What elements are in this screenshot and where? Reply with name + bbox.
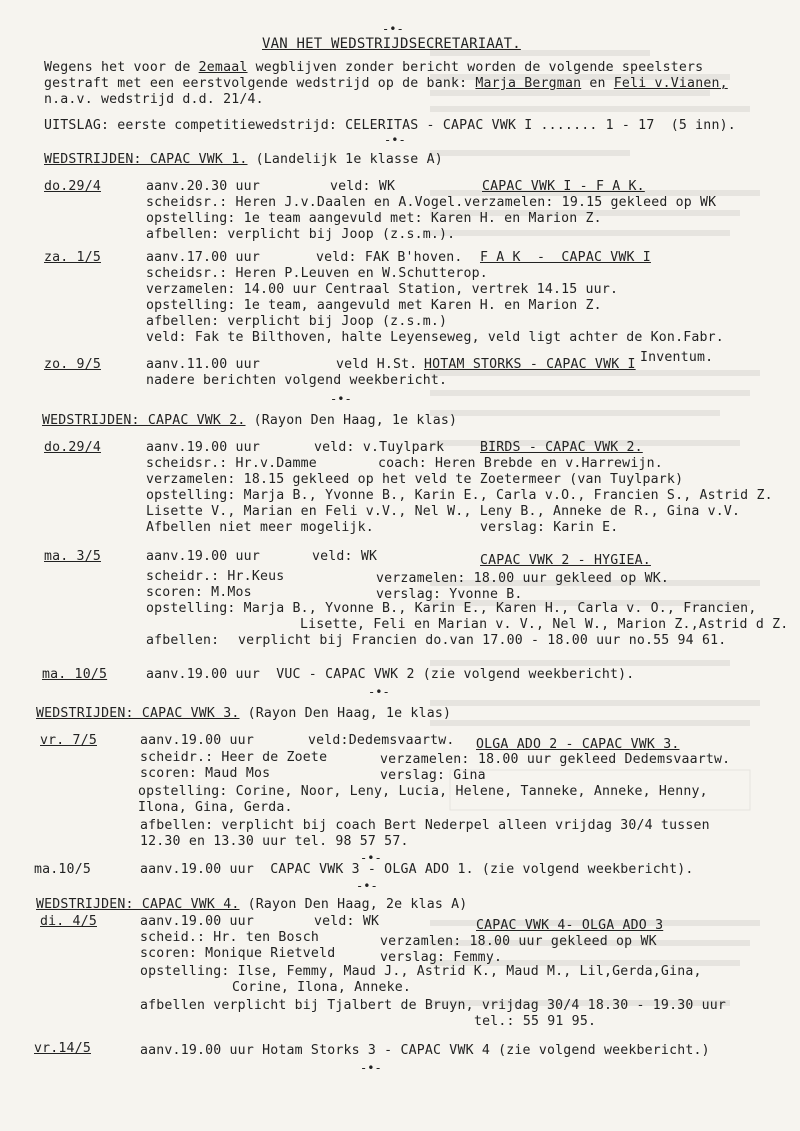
separator: -•- — [384, 133, 406, 147]
match-date: ma.10/5 — [34, 862, 91, 877]
match-cancel-contact: 12.30 en 13.30 uur tel. 98 57 57. — [140, 834, 409, 849]
match-date: vr. 7/5 — [40, 733, 97, 748]
match-summary: aanv.19.00 uur VUC - CAPAC VWK 2 (zie volgend weekbericht). — [146, 667, 635, 682]
match-date: ma. 3/5 — [44, 549, 101, 564]
section-league: (Landelijk 1e klasse A) — [247, 152, 443, 167]
match-start-time: aanv.19.00 uur — [140, 914, 254, 929]
match-referee: scheidr.: Hr.Keus — [146, 569, 285, 584]
match-fixture: OLGA ADO 2 - CAPAC VWK 3. — [476, 737, 680, 752]
match-gathering: verzamlen: 18.00 uur gekleed op WK — [380, 934, 657, 949]
match-fixture: F A K - CAPAC VWK I — [480, 250, 651, 265]
match-field: veld H.St. — [336, 357, 418, 372]
intro-line-3: n.a.v. wedstrijd d.d. 21/4. — [44, 92, 264, 107]
section-title: WEDSTRIJDEN: CAPAC VWK 1. — [44, 152, 248, 167]
match-field: veld: v.Tuylpark — [314, 440, 445, 455]
match-cancel-info: afbellen verplicht bij Tjalbert de Bruyn, vrijdag 30/4 18.30 - 19.30 uur — [140, 998, 727, 1013]
match-report: verslag: Gina — [380, 768, 486, 783]
match-field-directions-cont: Inventum. — [640, 350, 714, 365]
match-lineup-cont: Lisette, Feli en Marian v. V., Nel W., Marion Z.,Astrid d Z. — [300, 617, 789, 632]
intro-text: wegblijven zonder bericht worden de volgende speelsters — [247, 60, 704, 75]
match-date: di. 4/5 — [40, 914, 97, 929]
match-gathering: 18.00 uur gekleed Dedemsvaartw. — [478, 752, 731, 767]
intro-line-2 — [44, 76, 728, 92]
section-title: WEDSTRIJDEN: CAPAC VWK 2. — [42, 413, 246, 428]
match-lineup: opstelling: Marja B., Yvonne B., Karin E., Carla v.O., Francien S., Astrid Z. — [146, 488, 773, 503]
intro-line-1 — [44, 60, 703, 76]
match-lineup: opstelling: 1e team aangevuld met: Karen H. en Marion Z. — [146, 211, 602, 226]
match-scorer: scoren: Monique Rietveld — [140, 946, 336, 961]
match-field: veld: WK — [314, 914, 380, 929]
separator: -•- — [330, 392, 352, 406]
separator: -•- — [360, 851, 382, 865]
separator: -•- — [368, 685, 390, 699]
match-report: verslag: Karin E. — [480, 520, 619, 535]
match-start-time: aanv.19.00 uur — [146, 440, 260, 455]
match-gathering: verzamelen: 14.00 uur Centraal Station, vertrek 14.15 uur. — [146, 282, 619, 297]
section-heading — [36, 897, 467, 913]
match-lineup: opstelling: Ilse, Femmy, Maud J., Astrid K., Maud M., Lil,Gerda,Gina, — [140, 964, 702, 979]
match-cancel-contact: tel.: 55 91 95. — [474, 1014, 597, 1029]
page-title: VAN HET WEDSTRIJDSECRETARIAAT. — [262, 36, 521, 52]
section-title: WEDSTRIJDEN: CAPAC VWK 3. — [36, 706, 240, 721]
match-lineup: opstelling: Marja B., Yvonne B., Karin E., Karen H., Carla v. O., Francien, — [146, 601, 757, 616]
separator: -•- — [356, 879, 378, 893]
match-fixture: CAPAC VWK 2 - HYGIEA. — [480, 553, 651, 568]
section-league: (Rayon Den Haag, 2e klas A) — [239, 897, 468, 912]
match-fixture: BIRDS - CAPAC VWK 2. — [480, 440, 643, 455]
match-report: verslag: Yvonne B. — [376, 587, 523, 602]
match-date: za. 1/5 — [44, 250, 101, 265]
match-cancel-label: afbellen: — [146, 633, 220, 648]
match-lineup: opstelling: Corine, Noor, Leny, Lucia, Helene, Tanneke, Anneke, Henny, — [138, 784, 708, 799]
intro-text: Wegens het voor de — [44, 60, 199, 75]
player-name: Feli v.Vianen, — [613, 76, 728, 91]
match-gathering-label: verzamelen: — [380, 752, 470, 767]
match-start-time: aanv.20.30 uur — [146, 179, 260, 194]
match-summary: aanv.19.00 uur Hotam Storks 3 - CAPAC VWK 4 (zie volgend weekbericht.) — [140, 1043, 710, 1058]
intro-text: gestraft met een eerstvolgende wedstrijd op de bank: — [44, 76, 476, 91]
match-lineup-cont: Lisette V., Marian en Feli v.V., Nel W., Leny B., Anneke de R., Gina v.V. — [146, 504, 741, 519]
match-field: veld: WK — [312, 549, 378, 564]
section-league: (Rayon Den Haag, 1e klas) — [239, 706, 452, 721]
match-field-directions: veld: Fak te Bilthoven, halte Leyenseweg, veld ligt achter de Kon.Fabr. — [146, 330, 724, 345]
match-cancel-info: afbellen: verplicht bij coach Bert Nederpel alleen vrijdag 30/4 tussen — [140, 818, 710, 833]
match-start-time: aanv.19.00 uur — [146, 549, 260, 564]
match-cancel-info: verplicht bij Francien do.van 17.00 - 18.00 uur no.55 94 61. — [238, 633, 727, 648]
match-date: zo. 9/5 — [44, 357, 101, 372]
match-fixture: CAPAC VWK I - F A K. — [482, 179, 645, 194]
match-referee: scheid.: Hr. ten Bosch — [140, 930, 320, 945]
match-summary: aanv.19.00 uur CAPAC VWK 3 - OLGA ADO 1. (zie volgend weekbericht). — [140, 862, 694, 877]
intro-text: en — [581, 76, 614, 91]
match-scorer: scoren: M.Mos — [146, 585, 252, 600]
match-fixture: CAPAC VWK 4- OLGA ADO 3 — [476, 918, 664, 933]
match-field: veld: FAK B'hoven. — [316, 250, 463, 265]
match-fixture: HOTAM STORKS - CAPAC VWK I — [424, 357, 636, 372]
match-cancel-info: afbellen: verplicht bij Joop (z.s.m.). — [146, 227, 456, 242]
match-cancel-info: afbellen: verplicht bij Joop (z.s.m.) — [146, 314, 448, 329]
match-gathering: verzamelen: 18.00 uur gekleed op WK. — [376, 571, 670, 586]
separator: -•- — [360, 1061, 382, 1075]
match-gathering: verzamelen: 18.15 gekleed op het veld te Zoetermeer (van Tuylpark) — [146, 472, 684, 487]
section-league: (Rayon Den Haag, 1e klas) — [245, 413, 458, 428]
match-gathering: verzamelen: 19.15 gekleed op WK — [464, 195, 717, 210]
match-note: nadere berichten volgend weekbericht. — [146, 373, 448, 388]
match-field: veld: WK — [330, 179, 396, 194]
separator: -•- — [382, 22, 404, 36]
match-start-time: aanv.19.00 uur — [140, 733, 254, 748]
match-coach: coach: Heren Brebde en v.Harrewijn. — [378, 456, 663, 471]
match-cancel-info: Afbellen niet meer mogelijk. — [146, 520, 374, 535]
section-heading — [44, 152, 443, 168]
result-line: UITSLAG: eerste competitiewedstrijd: CELERITAS - CAPAC VWK I ....... 1 - 17 (5 inn). — [44, 118, 736, 133]
match-date: do.29/4 — [44, 179, 101, 194]
match-referee: scheidsr.: Heren P.Leuven en W.Schutterop. — [146, 266, 488, 281]
match-report: verslag: Femmy. — [380, 950, 503, 965]
player-name: Marja Bergman — [475, 76, 582, 91]
section-title: WEDSTRIJDEN: CAPAC VWK 4. — [36, 897, 240, 912]
intro-emphasis: 2emaal — [198, 60, 248, 75]
match-start-time: aanv.11.00 uur — [146, 357, 260, 372]
match-referee: scheidr.: Heer de Zoete — [140, 750, 328, 765]
match-scorer: scoren: Maud Mos — [140, 766, 271, 781]
match-referee: scheidsr.: Hr.v.Damme — [146, 456, 317, 471]
match-lineup: opstelling: 1e team, aangevuld met Karen H. en Marion Z. — [146, 298, 602, 313]
match-referee: scheidsr.: Heren J.v.Daalen en A.Vogel. — [146, 195, 464, 210]
match-date: do.29/4 — [44, 440, 101, 455]
section-heading — [42, 413, 457, 429]
match-lineup-cont: Ilona, Gina, Gerda. — [138, 800, 293, 815]
match-date: vr.14/5 — [34, 1041, 91, 1056]
match-lineup-cont: Corine, Ilona, Anneke. — [232, 980, 412, 995]
section-heading — [36, 706, 451, 722]
match-start-time: aanv.17.00 uur — [146, 250, 260, 265]
match-date: ma. 10/5 — [42, 667, 108, 682]
match-field: veld:Dedemsvaartw. — [308, 733, 455, 748]
